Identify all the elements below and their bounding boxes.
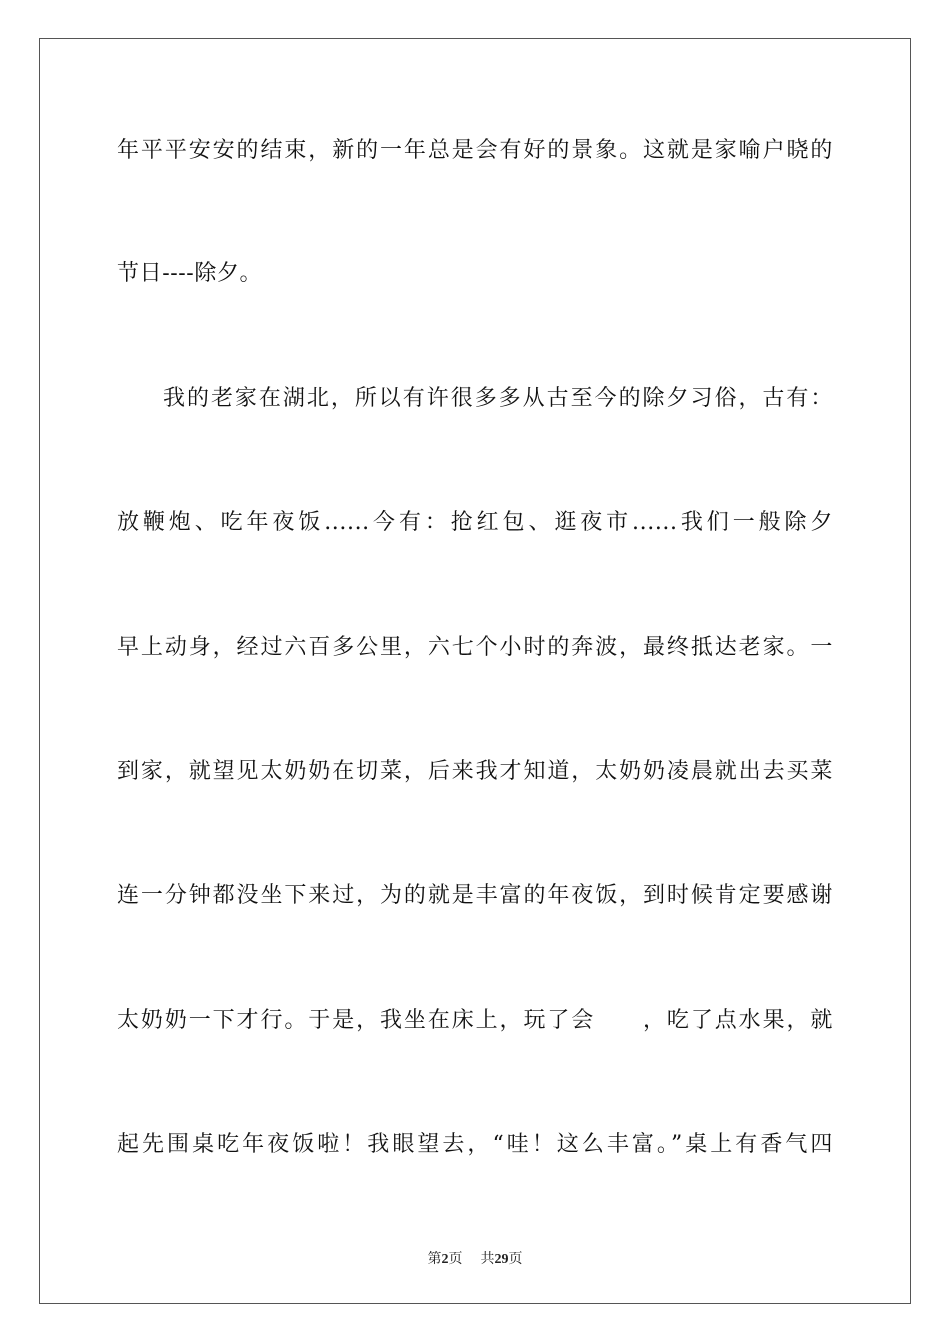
body-line-1: 年平平安安的结束，新的一年总是会有好的景象。这就是家喻户晓的 <box>117 138 833 163</box>
body-line-2: 节日----除夕。 <box>117 261 263 286</box>
body-line-8: 太奶奶一下才行。于是，我坐在床上，玩了会 ，吃了点水果，就 <box>117 1008 833 1033</box>
page-frame <box>39 38 911 1304</box>
body-line-7: 连一分钟都没坐下来过，为的就是丰富的年夜饭，到时候肯定要感谢 <box>117 883 833 908</box>
page-label-suffix: 页 <box>448 1252 463 1267</box>
body-line-5: 早上动身，经过六百多公里，六七个小时的奔波，最终抵达老家。一 <box>117 635 833 660</box>
total-pages: 29 <box>494 1252 509 1267</box>
body-line-4: 放鞭炮、吃年夜饭......今有：抢红包、逛夜市......我们一般除夕 <box>117 510 833 535</box>
body-line-9: 起先围桌吃年夜饭啦！我眼望去，“哇！这么丰富。”桌上有香气四 <box>117 1132 833 1157</box>
total-label-suffix: 页 <box>508 1252 523 1267</box>
total-label-prefix: 共 <box>480 1252 495 1267</box>
page-footer <box>0 1248 950 1268</box>
body-line-3: 我的老家在湖北，所以有许很多多从古至今的除夕习俗，古有： <box>163 386 833 411</box>
page-label-prefix: 第 <box>427 1252 442 1267</box>
body-line-6: 到家，就望见太奶奶在切菜，后来我才知道，太奶奶凌晨就出去买菜 <box>117 759 833 784</box>
page-number: 2 <box>441 1252 449 1267</box>
